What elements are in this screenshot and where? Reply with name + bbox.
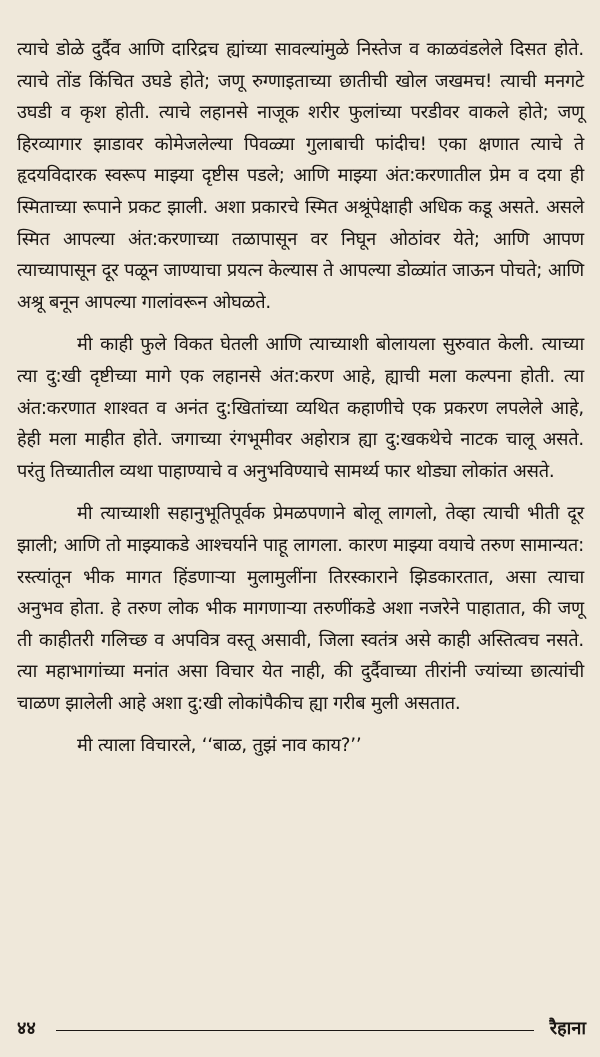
- page-footer: [17, 1016, 586, 1040]
- page-number: ४४: [17, 1018, 36, 1039]
- paragraph-3: मी त्याच्याशी सहानुभूतिपूर्वक प्रेमळपणाने बोलू लागलो, तेव्हा त्याची भीती दूर झाली; आणि तो माझ्याकडे आश्चर्याने पाहू लागला. कारण माझ्या वयाचे तरुण सामान्यत: रस्त्यांतून भीक मागत हिंडणाऱ्या मुलामुलींना तिरस्काराने झिडकारतात, असा त्याचा अनुभव होता. हे तरुण लोक भीक मागणाऱ्या तरुणींकडे अशा नजरेने पाहातात, की जणू ती काहीतरी गलिच्छ व अपवित्र वस्तू असावी, जिला स्वतंत्र असे काही अस्तित्वच नसते. त्या महाभागांच्या मनांत असा विचार येत नाही, की दुर्दैवाच्या तीरांनी ज्यांच्या छात्यांची चाळण झालेली आहे अशा दु:खी लोकांपैकीच ह्या गरीब मुली असतात.: [17, 503, 584, 714]
- paragraph-1: त्याचे डोळे दुर्दैव आणि दारिद्रच ह्यांच्या सावल्यांमुळे निस्तेज व काळवंडलेले दिसत होते. त्याचे तोंड किंचित उघडे होते; जणू रुग्णाइताच्या छातीची खोल जखमच! त्याची मनगटे उघडी व कृश होती. त्याचे लहानसे नाजूक शरीर फुलांच्या परडीवर वाकले होते; जणू हिरव्यागार झाडावर कोमेजलेल्या पिवळ्या गुलाबाची फांदीच! एका क्षणात त्याचे ते हृदयविदारक स्वरूप माझ्या दृष्टीस पडले; आणि माझ्या अंत:करणातील प्रेम व दया ही स्मिताच्या रूपाने प्रकट झाली. अशा प्रकारचे स्मित अश्रूंपेक्षाही अधिक कडू असते. असले स्मित आपल्या अंत:करणाच्या तळापासून वर निघून ओठांवर येते; आणि आपण त्याच्यापासून दूर पळून जाण्याचा प्रयत्न केल्यास ते आपल्या डोळ्यांत जाऊन पोचते; आणि अश्रू बनून आपल्या गालांवरून ओघळते.: [17, 39, 584, 313]
- footer-rule: [56, 1030, 534, 1031]
- paragraph-2: मी काही फुले विकत घेतली आणि त्याच्याशी बोलायला सुरुवात केली. त्याच्या त्या दु:खी दृष्टीच्या मागे एक लहानसे अंत:करण आहे, ह्याची मला कल्पना होती. त्या अंत:करणात शाश्वत व अनंत दु:खितांच्या व्यथित कहाणीचे एक प्रकरण लपलेले आहे, हेही मला माहीत होते. जगाच्या रंगभूमीवर अहोरात्र ह्या दु:खकथेचे नाटक चालू असते. परंतु तिच्यातील व्यथा पाहाण्याचे व अनुभविण्याचे सामर्थ्य फार थोड्या लोकांत असते.: [17, 334, 584, 482]
- paragraph-4: मी त्याला विचारले, ‘‘बाळ, तुझं नाव काय?’’: [77, 735, 362, 757]
- book-title: रैहाना: [549, 1018, 586, 1039]
